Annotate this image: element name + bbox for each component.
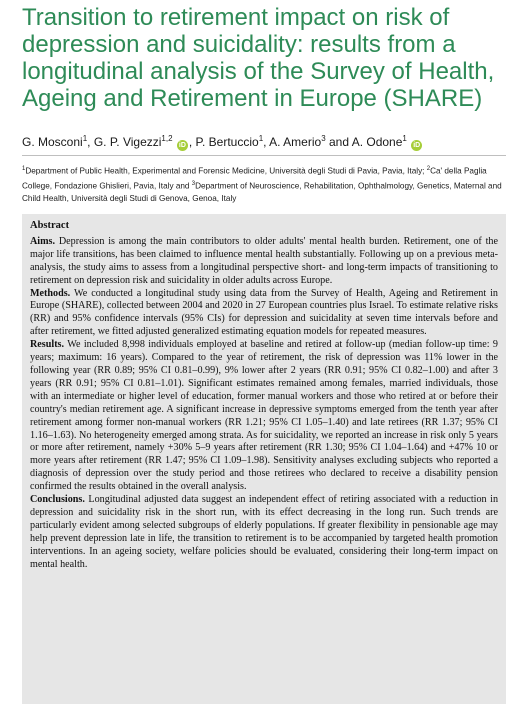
divider: [22, 155, 506, 156]
abstract-box: [22, 214, 506, 704]
abstract-methods: Methods. We conducted a longitudinal study using data from the Survey of Health, Ageing and Retirement in Europe (SHARE), collected between 2004 and 2020 in 27 European countries plus Israel. To estimate relative risks (RR) and 95% confidence intervals (95% CIs) for depression and suicidality at seven time intervals before and after retirement, we fitted adjusted generalized estimating equation models for repeated measures.: [30, 287, 498, 338]
affiliations: $^1$Department of Public Health, Experimental and Forensic Medicine, Università degli Studi di Pavia, Pavia, Italy; $^2$Ca' della Paglia College, Fondazione Ghislieri, Pavia, Italy and $^3$Department of Neuroscience, Rehabilitation, Ophthalmology, Genetics, Maternal and Child Health, Università degli Studi di Genova, Genoa, Italy: [22, 166, 502, 204]
author[interactable]: G. P. Vigezzi$^{1,2}$: [93, 134, 173, 149]
abstract-conclusions: Conclusions. Longitudinal adjusted data suggest an independent effect of retiring associated with a reduction in depression and suicidality risk in the short run, with its effect decreasing in the long run. Such trends are particularly evident among selected subgroups of elderly populations. If greater flexibility in pensionable age may help prevent depression late in life, the transition to retirement is to be accompanied by targeted health promotion interventions. In an ageing society, welfare policies should be evaluated, considering their long-term impact on mental health.: [30, 494, 499, 570]
author[interactable]: P. Bertuccio$^1$: [195, 134, 264, 149]
author[interactable]: A. Amerio$^3$: [269, 134, 326, 149]
author-list: G. Mosconi$^1$, G. P. Vigezzi$^{1,2}$ iD , P. Bertuccio$^1$, A. Amerio$^3$ and A. Odone$^1$ iD: [22, 134, 421, 149]
affiliation-2: Ca' della Paglia College, Fondazione Ghislieri, Pavia, Italy and: [22, 166, 487, 191]
orcid-icon[interactable]: iD: [413, 142, 421, 149]
abstract-results: Results. We included 8,998 individuals employed at baseline and retired at follow-up (median follow-up time: 9 years; maximum: 16 years). Compared to the year of retirement, the risk of depression was 11% lower in the following year (RR 0.89; 95% CI 0.81–0.99), 9% lower after 2 years (RR 0.91; 95% CI 0.82–1.00) and after 3 years (RR 0.91; 95% CI 0.81–1.01). Significant estimates remained among females, married individuals, those with an intermediate or higher level of education, former manual workers and those who retired at or before their country's median retirement age. A significant increase in depressive symptoms emerged from the tenth year after retirement among former non-manual workers (RR 1.21; 95% CI 1.05–1.40) and late retirees (RR 1.37; 95% CI 1.16–1.63). No heterogeneity emerged among strata. As for suicidality, we reported an increase in risk only 5 years or more after retirement, namely +30% 5–9 years after retirement (RR 1.30; 95% CI 1.04–1.64) and +47% 10 or more years after retirement (RR 1.47; 95% CI 1.09–1.98). Sensitivity analyses excluding subjects who reported a diagnosis of depression over the study period and those retirees who declared to receive a disability pension confirmed the results obtained in the overall analysis.: [30, 339, 498, 493]
abstract-heading: Abstract: [30, 220, 70, 231]
article-title: Transition to retirement impact on risk of depression and suicidality: results from a longitudinal analysis of the Survey of Health, Ageing and Retirement in Europe (SHARE): [22, 4, 495, 112]
affiliation-3: Department of Neuroscience, Rehabilitation, Ophthalmology, Genetics, Maternal and Child Health, Università degli Studi di Genova, Genoa, Italy: [22, 181, 502, 204]
author[interactable]: A. Odone$^1$: [351, 134, 407, 149]
orcid-icon[interactable]: iD: [178, 142, 186, 149]
affiliation-1: Department of Public Health, Experimental and Forensic Medicine, Università degli Studi di Pavia, Pavia, Italy;: [25, 166, 425, 176]
abstract-aims: Aims. Depression is among the main contributors to older adults' mental health burden. Retirement, one of the major life transitions, has been claimed to influence mental health substantially. Following up on a previous meta-analysis, the study aims to assess from a longitudinal perspective short- and long-term impacts of transitioning to retirement on depression risk and suicidality in older adults across Europe.: [30, 235, 498, 286]
author[interactable]: G. Mosconi$^1$: [22, 134, 88, 149]
